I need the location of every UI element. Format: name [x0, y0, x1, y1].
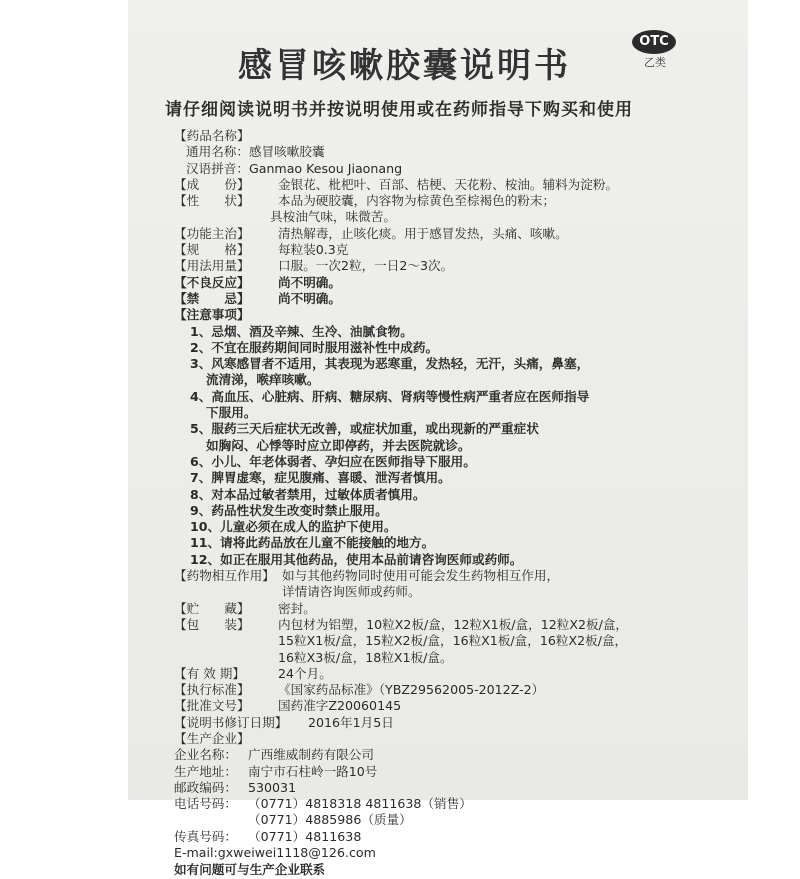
section-label: 【药物相互作用】 — [174, 568, 275, 584]
field-value: 国药准字Z20060145 — [278, 698, 402, 714]
field-value: 《国家药品标准》（YBZ29562005-2012Z-2） — [278, 682, 545, 698]
packaging-row — [174, 617, 674, 633]
page-margin-left — [0, 0, 128, 800]
field-label: 生产地址： — [174, 763, 237, 779]
field-value: 感冒咳嗽胶囊 — [248, 144, 325, 160]
spec-row — [174, 242, 674, 258]
phone-row — [174, 796, 674, 812]
field-value: E-mail:gxweiwei1118@126.com — [174, 845, 376, 861]
manufacturer-section — [174, 731, 674, 747]
precaution-item: 4、高血压、心脏病、肝病、糖尿病、肾病等慢性病严重者应在医师指导 — [190, 388, 590, 404]
field-label: 邮政编码： — [174, 779, 237, 795]
interactions-row — [174, 568, 674, 584]
approval-row — [174, 698, 674, 714]
field-value: 2016年1月5日 — [308, 714, 394, 730]
otc-badge: OTC — [632, 30, 676, 54]
field-value: 如与其他药物同时使用可能会发生药物相互作用， — [282, 568, 560, 584]
company-name-row — [174, 747, 674, 763]
section-label: 【成 份】 — [174, 176, 250, 192]
section-label: 【执行标准】 — [174, 682, 250, 698]
field-value: （0771）4818318 4811638（销售） — [248, 796, 472, 812]
drug-name-section — [174, 128, 674, 144]
precaution-item: 1、忌烟、酒及辛辣、生冷、油腻食物。 — [190, 323, 413, 339]
section-label: 【注意事项】 — [174, 307, 250, 323]
field-value: 每粒装0.3克 — [278, 242, 349, 258]
field-value: 15粒X1板/盒，15粒X2板/盒，16粒X1板/盒，16粒X2板/盒， — [278, 633, 628, 649]
field-value: 530031 — [248, 779, 297, 795]
precaution-item: 7、脾胃虚寒，症见腹痛、喜暖、泄泻者慎用。 — [190, 470, 451, 486]
dosage-row — [174, 258, 674, 274]
standard-row — [174, 682, 674, 698]
field-label: 传真号码： — [174, 828, 237, 844]
contra-row — [174, 291, 674, 307]
field-value: 金银花、枇杷叶、百部、桔梗、天花粉、桉油。辅料为淀粉。 — [278, 176, 619, 192]
precaution-item-cont: 流清涕，喉痒咳嗽。 — [206, 372, 320, 388]
precaution-item-cont: 如胸闷、心悸等时应立即停药，并去医院就诊。 — [206, 437, 471, 453]
section-label: 【不良反应】 — [174, 274, 250, 290]
footer-note: 如有问题可与生产企业联系 — [174, 862, 326, 878]
validity-row — [174, 666, 674, 682]
appearance-row-cont — [174, 209, 674, 225]
precautions-section — [174, 307, 674, 323]
field-value: 具桉油气味，味微苦。 — [270, 209, 396, 225]
field-value: 口服。一次2粒，一日2～3次。 — [278, 258, 454, 274]
postcode-row — [174, 780, 674, 796]
precaution-item-cont: 下服用。 — [206, 405, 257, 421]
field-value: 内包材为铝塑，10粒X2板/盒，12粒X1板/盒，12粒X2板/盒， — [278, 616, 629, 632]
precaution-item: 5、服药三天后症状无改善，或症状加重，或出现新的严重症状 — [190, 421, 539, 437]
revision-row — [174, 715, 674, 731]
precaution-item: 3、风寒感冒者不适用，其表现为恶寒重，发热轻，无汗，头痛，鼻塞， — [190, 356, 590, 372]
field-value: （0771）4885986（质量） — [248, 812, 412, 828]
field-value: （0771）4811638 — [248, 828, 362, 844]
section-label: 【说明书修订日期】 — [174, 714, 288, 730]
precaution-item: 11、请将此药品放在儿童不能接触的地方。 — [190, 535, 435, 551]
field-value: 24个月。 — [278, 665, 332, 681]
field-label: 汉语拼音： — [186, 160, 249, 176]
leaflet-body — [174, 128, 674, 879]
section-label: 【批准文号】 — [174, 698, 250, 714]
adverse-row — [174, 275, 674, 291]
packaging-row-cont — [174, 633, 674, 649]
appearance-row — [174, 193, 674, 209]
page-margin-right — [748, 0, 800, 800]
field-value: 尚不明确。 — [278, 290, 341, 306]
precaution-item: 9、药品性状发生改变时禁止服用。 — [190, 502, 388, 518]
section-label: 【规 格】 — [174, 242, 250, 258]
section-label: 【禁 忌】 — [174, 290, 250, 306]
pinyin-row — [174, 161, 674, 177]
field-label: 电话号码： — [174, 796, 237, 812]
field-value: 尚不明确。 — [278, 274, 341, 290]
section-label: 【有 效 期】 — [174, 665, 245, 681]
indication-row — [174, 226, 674, 242]
packaging-row-cont — [174, 650, 674, 666]
email-row — [174, 845, 674, 861]
section-label: 【用法用量】 — [174, 258, 250, 274]
field-value: 广西维威制药有限公司 — [248, 747, 374, 763]
field-value: 16粒X3板/盒，18粒X1板/盒。 — [278, 649, 453, 665]
fax-row — [174, 829, 674, 845]
precaution-item: 6、小儿、年老体弱者、孕妇应在医师指导下服用。 — [190, 453, 476, 469]
field-value: Ganmao Kesou Jiaonang — [248, 160, 403, 176]
section-label: 【功能主治】 — [174, 225, 250, 241]
section-label: 【药品名称】 — [174, 128, 250, 143]
address-row — [174, 764, 674, 780]
precaution-item: 8、对本品过敏者禁用，过敏体质者慎用。 — [190, 486, 426, 502]
field-label: 企业名称： — [174, 747, 237, 763]
page-subtitle: 请仔细阅读说明书并按说明使用或在药师指导下购买和使用 — [165, 100, 633, 120]
field-value: 南宁市石柱岭一路10号 — [248, 763, 378, 779]
precaution-item: 10、儿童必须在成人的监护下使用。 — [190, 519, 397, 535]
field-label: 通用名称： — [186, 144, 249, 160]
field-value: 密封。 — [278, 600, 316, 616]
section-label: 【包 装】 — [174, 616, 250, 632]
section-label: 【贮 藏】 — [174, 600, 250, 616]
field-value: 清热解毒，止咳化痰。用于感冒发热，头痛、咳嗽。 — [278, 225, 568, 241]
field-value: 详情请咨询医师或药师。 — [282, 584, 421, 600]
precaution-item: 2、不宜在服药期间同时服用滋补性中成药。 — [190, 339, 439, 355]
storage-row — [174, 601, 674, 617]
precaution-item: 12、如正在服用其他药品，使用本品前请咨询医师或药师。 — [190, 551, 523, 567]
section-label: 【性 状】 — [174, 193, 250, 209]
page-title: 感冒咳嗽胶囊说明书 — [238, 46, 571, 86]
interactions-row-cont — [174, 584, 674, 600]
phone-row-cont — [174, 812, 674, 828]
otc-class-label: 乙类 — [644, 56, 666, 69]
section-label: 【生产企业】 — [174, 730, 250, 746]
common-name-row — [174, 144, 674, 160]
ingredients-row — [174, 177, 674, 193]
field-value: 本品为硬胶囊，内容物为棕黄色至棕褐色的粉末； — [278, 193, 556, 209]
